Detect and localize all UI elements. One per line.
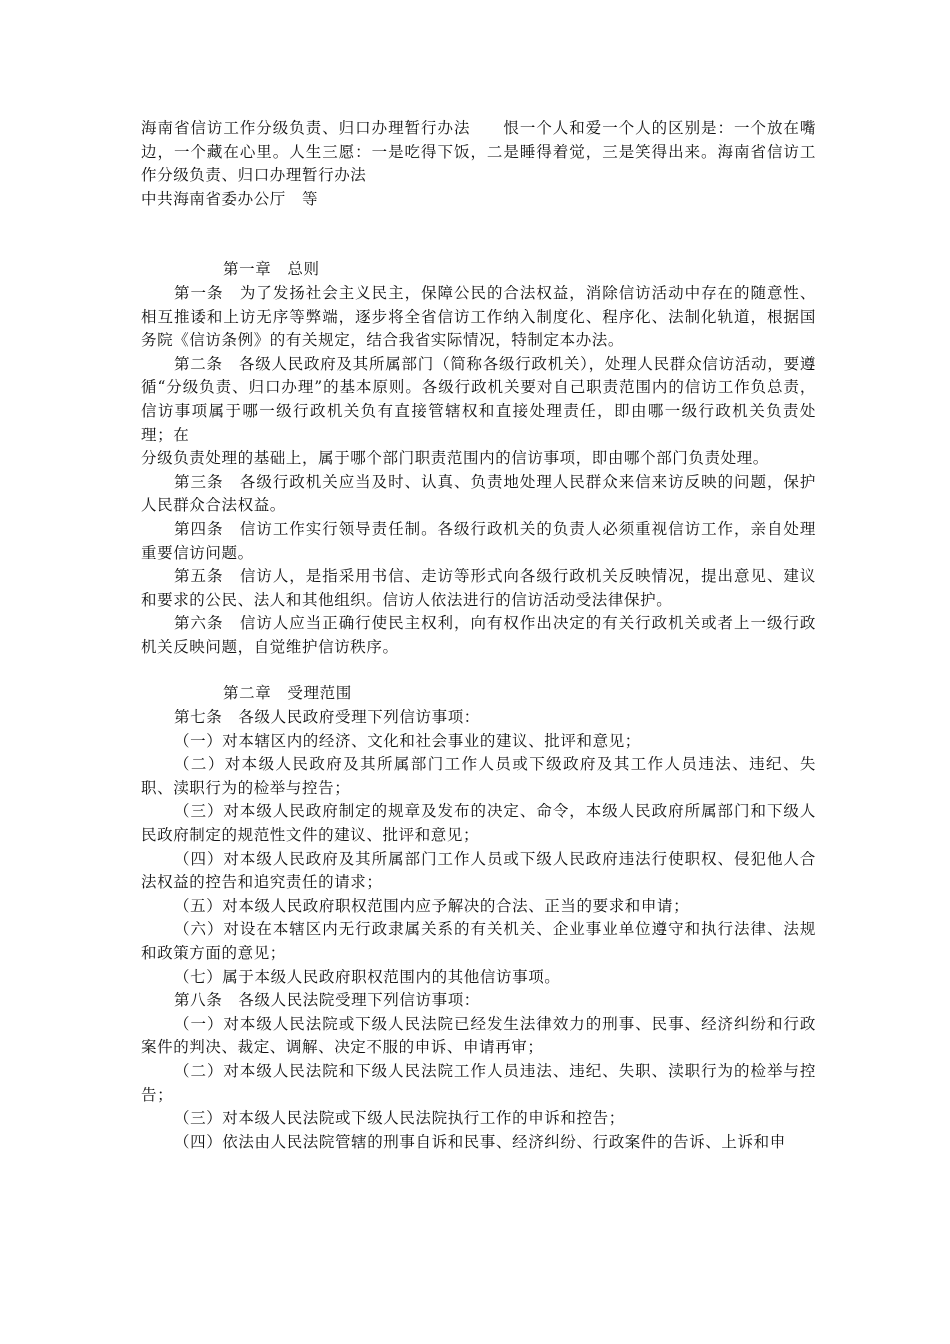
article-8-item-3: （三）对本级人民法院或下级人民法院执行工作的申诉和控告； xyxy=(174,1109,625,1128)
article-1: 第一条 为了发扬社会主义民主，保障公民的合法权益，消除信访活动中存在的随意性、相互推诿和上访无序等弊端，逐步将全省信访工作纳入制度化、程序化、法制化轨道，根据国务院《信访条例》的有关规定，结合我省实际情况，特制定本办法。 xyxy=(141,283,816,350)
spacer xyxy=(141,211,816,258)
article-7-item-7: （七）属于本级人民政府职权范围内的其他信访事项。 xyxy=(174,967,561,986)
article-5: 第五条 信访人，是指采用书信、走访等形式向各级行政机关反映情况，提出意见、建议和要求的公民、法人和其他组织。信访人依法进行的信访活动受法律保护。 xyxy=(141,567,816,609)
article-7-item-5: （五）对本级人民政府职权范围内应予解决的合法、正当的要求和申请； xyxy=(174,896,690,915)
article-8-item-4: （四）依法由人民法院管辖的刑事自诉和民事、经济纠纷、行政案件的告诉、上诉和申 xyxy=(174,1132,786,1151)
article-2-part-2: 分级负责处理的基础上，属于哪个部门职责范围内的信访事项，即由哪个部门负责处理。 xyxy=(141,449,769,468)
article-7-item-2: （二）对本级人民政府及其所属部门工作人员或下级政府及其工作人员违法、违纪、失职、渎职行为的检举与控告； xyxy=(141,755,816,797)
article-4: 第四条 信访工作实行领导责任制。各级行政机关的负责人必须重视信访工作，亲自处理重要信访问题。 xyxy=(141,519,816,562)
article-3: 第三条 各级行政机关应当及时、认真、负责地处理人民群众来信来访反映的问题，保护人民群众合法权益。 xyxy=(141,472,816,515)
article-7-item-3: （三）对本级人民政府制定的规章及发布的决定、命令，本级人民政府所属部门和下级人民政府制定的规范性文件的建议、批评和意见； xyxy=(141,802,816,845)
article-6: 第六条 信访人应当正确行使民主权利，向有权作出决定的有关行政机关或者上一级行政机关反映问题，自觉维护信访秩序。 xyxy=(141,614,816,656)
article-2-part-1: 第二条 各级人民政府及其所属部门（简称各级行政机关），处理人民群众信访活动，要遵循“分级负责、归口办理”的基本原则。各级行政机关要对自己职责范围内的信访工作负总责，信访事项属于哪一级行政机关负有直接管辖权和直接处理责任，即由哪一级行政机关负责处理；在 xyxy=(141,354,816,444)
article-7: 第七条 各级人民政府受理下列信访事项： xyxy=(174,708,480,727)
article-8: 第八条 各级人民法院受理下列信访事项： xyxy=(174,991,480,1010)
document-intro: 海南省信访工作分级负责、归口办理暂行办法 恨一个人和爱一个人的区别是：一个放在嘴边，一个藏在心里。人生三愿：一是吃得下饭，二是睡得着觉，三是笑得出来。海南省信访工作分级负责、归口办理暂行办法 xyxy=(141,119,816,185)
article-8-item-2: （二）对本级人民法院和下级人民法院工作人员违法、违纪、失职、渎职行为的检举与控告； xyxy=(141,1061,816,1104)
document-issuer: 中共海南省委办公厅 等 xyxy=(141,189,319,208)
article-7-item-1: （一）对本辖区内的经济、文化和社会事业的建议、批评和意见； xyxy=(174,731,641,750)
article-8-item-1: （一）对本级人民法院或下级人民法院已经发生法律效力的刑事、民事、经济纠纷和行政案件的判决、裁定、调解、决定不服的申诉、申请再审； xyxy=(141,1014,816,1057)
chapter-1-title: 第一章 总则 xyxy=(223,260,320,279)
chapter-2-title: 第二章 受理范围 xyxy=(223,684,352,703)
article-7-item-6: （六）对设在本辖区内无行政隶属关系的有关机关、企业事业单位遵守和执行法律、法规和政策方面的意见； xyxy=(141,920,816,962)
article-7-item-4: （四）对本级人民政府及其所属部门工作人员或下级人民政府违法行使职权、侵犯他人合法权益的控告和追究责任的请求； xyxy=(141,849,816,892)
document-page xyxy=(141,117,816,1154)
